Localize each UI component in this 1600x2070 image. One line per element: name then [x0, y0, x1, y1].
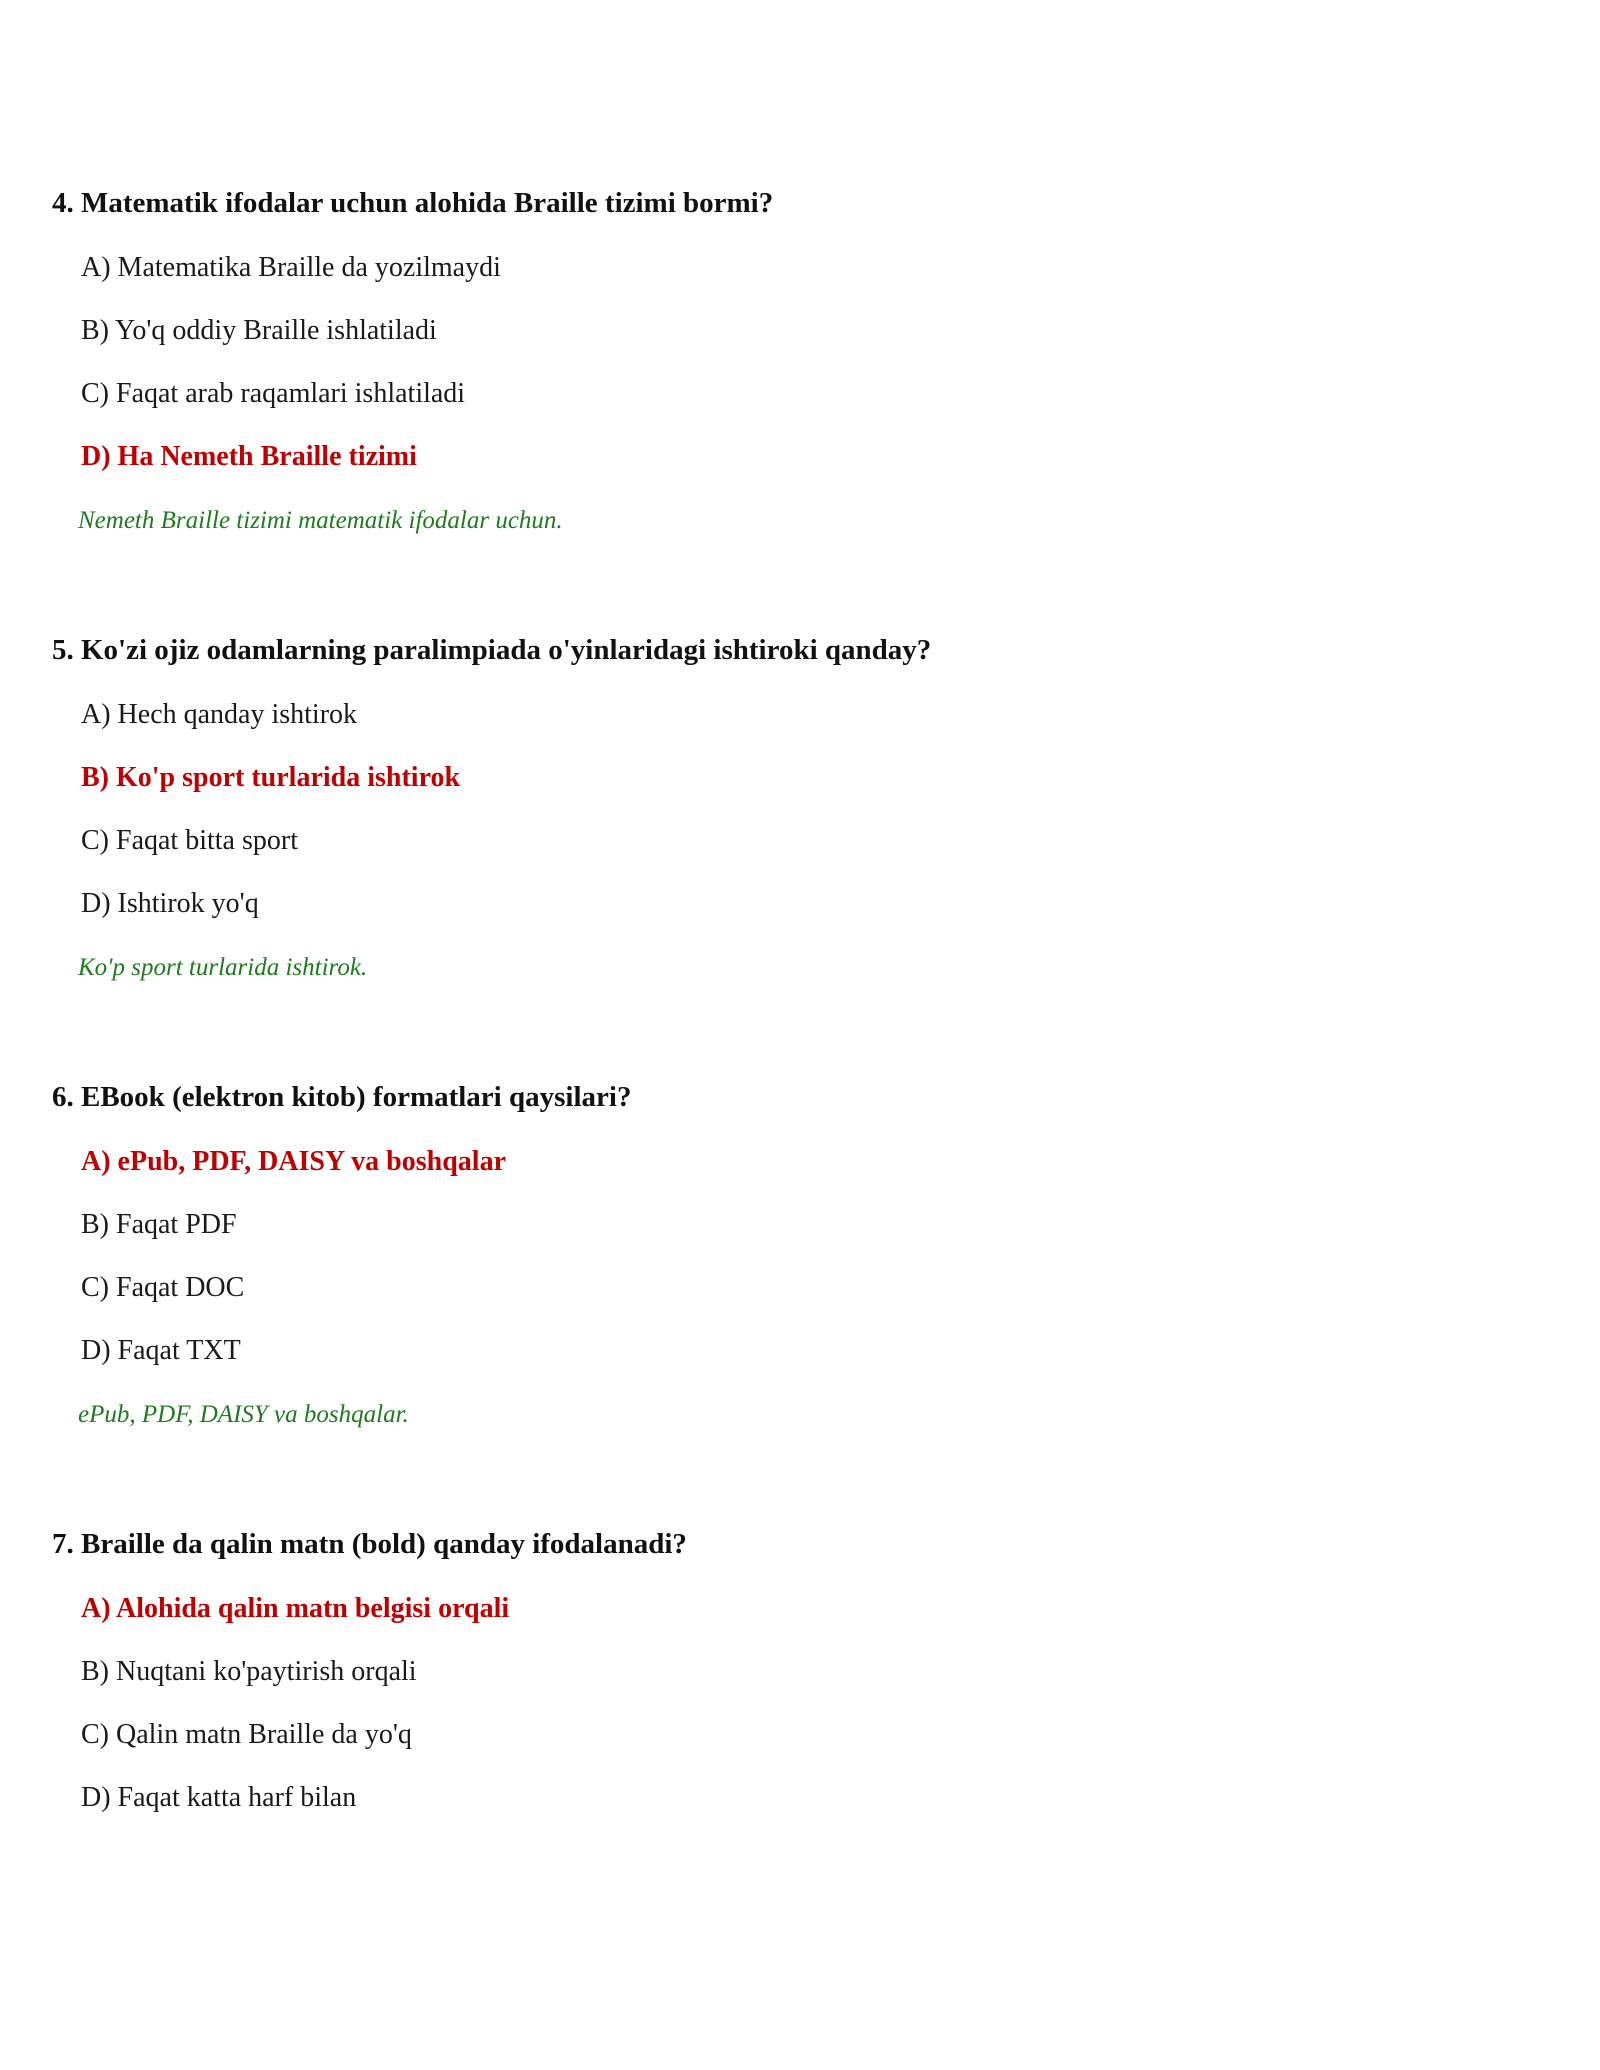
question-title: 6. EBook (elektron kitob) formatlari qaysilari? [52, 1081, 632, 1113]
option-a: A) Hech qanday ishtirok [81, 699, 358, 730]
option-c: C) Faqat DOC [81, 1272, 245, 1303]
option-c: C) Qalin matn Braille da yo'q [81, 1719, 412, 1750]
option-d: D) Faqat katta harf bilan [81, 1782, 357, 1813]
option-d-correct: D) Ha Nemeth Braille tizimi [81, 441, 417, 472]
option-b: B) Faqat PDF [81, 1209, 237, 1240]
option-b: B) Nuqtani ko'paytirish orqali [81, 1656, 417, 1687]
option-c: C) Faqat arab raqamlari ishlatiladi [81, 378, 466, 409]
answer-explanation: Ko'p sport turlarida ishtirok. [78, 954, 368, 981]
option-a: A) Matematika Braille da yozilmaydi [81, 252, 501, 283]
option-c: C) Faqat bitta sport [81, 825, 298, 856]
option-b-correct: B) Ko'p sport turlarida ishtirok [81, 762, 461, 793]
option-a-correct: A) Alohida qalin matn belgisi orqali [81, 1593, 510, 1624]
question-title: 7. Braille da qalin matn (bold) qanday ifodalanadi? [52, 1528, 687, 1560]
question-title: 4. Matematik ifodalar uchun alohida Braille tizimi bormi? [52, 187, 774, 219]
option-d: D) Ishtirok yo'q [81, 888, 259, 919]
option-a-correct: A) ePub, PDF, DAISY va boshqalar [81, 1146, 506, 1177]
option-b: B) Yo'q oddiy Braille ishlatiladi [81, 315, 437, 346]
question-title: 5. Ko'zi ojiz odamlarning paralimpiada o'yinlaridagi ishtiroki qanday? [52, 634, 932, 666]
answer-explanation: ePub, PDF, DAISY va boshqalar. [78, 1401, 409, 1428]
option-d: D) Faqat TXT [81, 1335, 241, 1366]
answer-explanation: Nemeth Braille tizimi matematik ifodalar uchun. [78, 507, 563, 534]
